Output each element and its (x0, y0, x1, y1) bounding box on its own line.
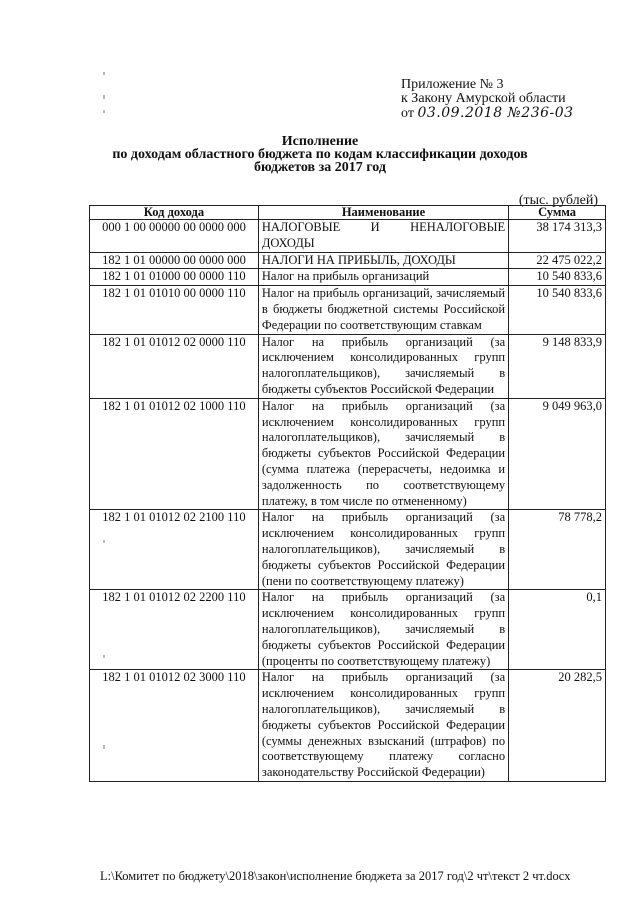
row-code: 182 1 01 00000 00 0000 000 (90, 252, 259, 269)
row-name: Налог на прибыль организаций (за исключением консолидированных групп налогоплательщиков), зачисляемый в бюджеты субъектов Российской Федерации (проценты по соответствующему платежу) (258, 590, 508, 670)
row-code: 182 1 01 01012 02 0000 110 (90, 334, 259, 398)
appendix-number: Приложение № 3 (401, 77, 504, 92)
table-header-row (90, 206, 606, 220)
table-row (90, 334, 606, 398)
row-code: 000 1 00 00000 00 0000 000 (90, 220, 259, 253)
appendix-date-line (401, 106, 574, 121)
document-title (80, 135, 560, 174)
table-row (90, 286, 606, 334)
row-code: 182 1 01 01010 00 0000 110 (90, 286, 259, 334)
table-row (90, 220, 606, 253)
row-sum: 10 540 833,6 (509, 269, 606, 286)
row-sum: 78 778,2 (509, 510, 606, 590)
units-label: (тыс. рублей) (518, 193, 598, 208)
revenue-table (89, 205, 606, 782)
table-row (90, 252, 606, 269)
row-name: Налог на прибыль организаций, зачисляемый в бюджеты бюджетной системы Российской Федерации по соответствующим ставкам (258, 286, 508, 334)
row-name: НАЛОГИ НА ПРИБЫЛЬ, ДОХОДЫ (258, 252, 508, 269)
title-line-1: Исполнение (281, 134, 359, 149)
row-name: Налог на прибыль организаций (за исключением консолидированных групп налогоплательщиков), зачисляемый в бюджеты субъектов Российской Федерации (пени по соответствующему платежу) (258, 510, 508, 590)
table-row (90, 269, 606, 286)
row-code: 182 1 01 01012 02 2100 110 (90, 510, 259, 590)
row-sum: 22 475 022,2 (509, 252, 606, 269)
row-code: 182 1 01 01012 02 3000 110 (90, 670, 259, 782)
table-row (90, 590, 606, 670)
table-row (90, 510, 606, 590)
appendix-law: к Закону Амурской области (401, 91, 566, 106)
row-sum: 9 148 833,9 (509, 334, 606, 398)
handwritten-date-number: 03.09.2018 №236-03 (417, 105, 574, 121)
row-code: 182 1 01 01000 00 0000 110 (90, 269, 259, 286)
table-row (90, 670, 606, 782)
row-sum: 9 049 963,0 (509, 398, 606, 510)
row-code: 182 1 01 01012 02 1000 110 (90, 398, 259, 510)
title-line-3: бюджетов за 2017 год (254, 160, 386, 175)
row-code: 182 1 01 01012 02 2200 110 (90, 590, 259, 670)
row-name: Налог на прибыль организаций (за исключением консолидированных групп налогоплательщиков), зачисляемый в бюджеты субъектов Российской Федерации (258, 334, 508, 398)
row-sum: 20 282,5 (509, 670, 606, 782)
row-sum: 0,1 (509, 590, 606, 670)
header-sum: Сумма (509, 206, 606, 220)
row-name: Налог на прибыль организаций (за исключением консолидированных групп налогоплательщиков), зачисляемый в бюджеты субъектов Российской Федерации (сумма платежа (перерасчеты, недоимка и задолженность по соответствующему платежу, в том числе по отмененному) (258, 398, 508, 510)
file-path-footer: L:\Комитет по бюджету\2018\закон\исполнение бюджета за 2017 год\2 чт\текст 2 чт.docx (100, 869, 571, 883)
header-code: Код дохода (90, 206, 259, 220)
row-name: Налог на прибыль организаций (за исключением консолидированных групп налогоплательщиков), зачисляемый в бюджеты субъектов Российской Федерации (суммы денежных взысканий (штрафов) по соответствующему платежу согласно законодательству Российской Федерации) (258, 670, 508, 782)
appendix-block (401, 78, 574, 121)
table-row (90, 398, 606, 510)
row-name: НАЛОГОВЫЕ И НЕНАЛОГОВЫЕ ДОХОДЫ (258, 220, 508, 253)
title-line-2: по доходам областного бюджета по кодам классификации доходов (112, 147, 528, 162)
header-name: Наименование (258, 206, 508, 220)
row-name: Налог на прибыль организаций (258, 269, 508, 286)
row-sum: 10 540 833,6 (509, 286, 606, 334)
row-sum: 38 174 313,3 (509, 220, 606, 253)
appendix-date-prefix: от (401, 106, 414, 121)
